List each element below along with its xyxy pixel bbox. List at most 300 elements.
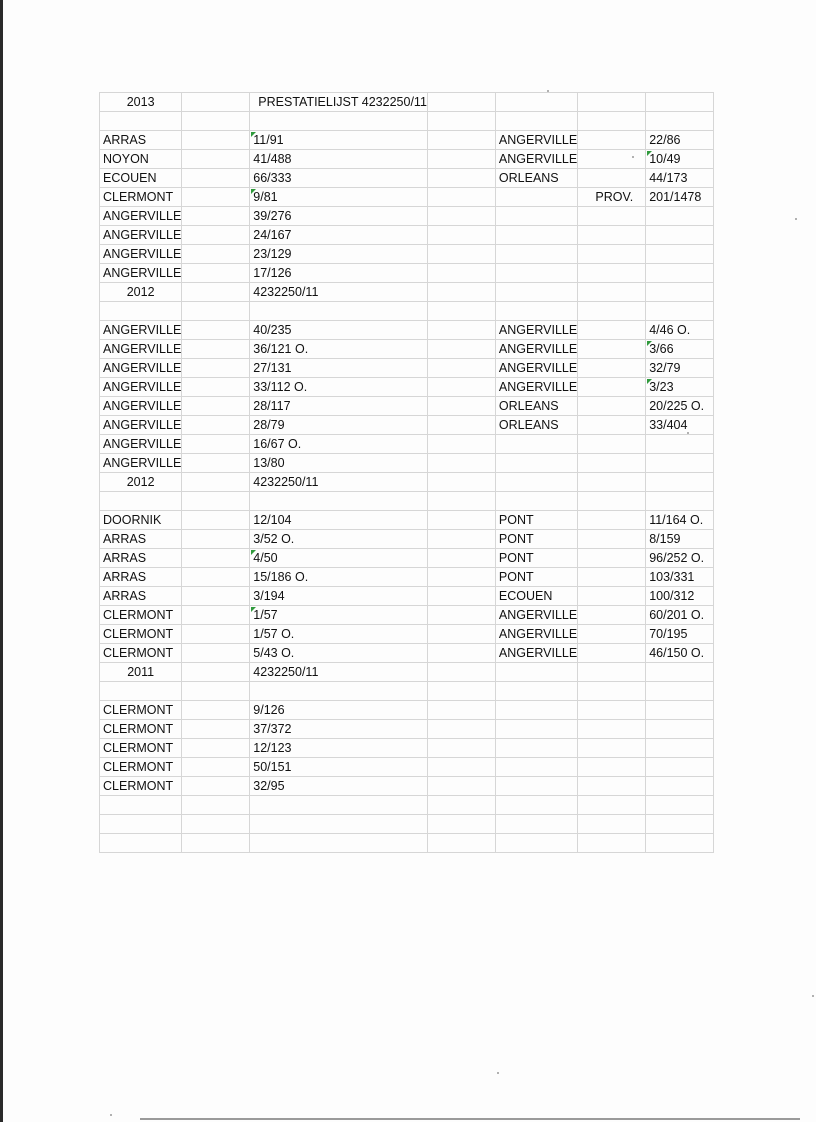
table-cell: 3/52 O.: [250, 530, 428, 549]
table-cell: 37/372: [250, 720, 428, 739]
table-cell: ANGERVILLE: [495, 340, 577, 359]
table-cell: 3/194: [250, 587, 428, 606]
table-cell: [427, 682, 495, 701]
table-row: [100, 283, 714, 302]
table-cell: 11/91: [250, 131, 428, 150]
table-cell: 4232250/11: [250, 283, 428, 302]
table-cell: ANGERVILLE: [495, 131, 577, 150]
table-cell: 103/331: [646, 568, 714, 587]
table-cell: [182, 739, 250, 758]
table-cell: [182, 720, 250, 739]
table-cell: [578, 587, 646, 606]
table-cell: [578, 321, 646, 340]
table-cell: ANGERVILLE: [100, 207, 182, 226]
table-cell: [427, 340, 495, 359]
table-cell: 13/80: [250, 454, 428, 473]
table-row: [100, 549, 714, 568]
table-cell: [182, 150, 250, 169]
table-cell: 4/50: [250, 549, 428, 568]
table-cell: [646, 815, 714, 834]
table-cell: 1/57: [250, 606, 428, 625]
table-cell: CLERMONT: [100, 739, 182, 758]
table-cell: [646, 720, 714, 739]
table-cell: 16/67 O.: [250, 435, 428, 454]
table-cell: [182, 188, 250, 207]
table-cell: [578, 416, 646, 435]
table-cell: [495, 112, 577, 131]
table-cell: [578, 606, 646, 625]
table-cell: [578, 112, 646, 131]
table-cell: 17/126: [250, 264, 428, 283]
table-cell: [427, 93, 495, 112]
table-row: [100, 245, 714, 264]
table-cell: 20/225 O.: [646, 397, 714, 416]
table-cell: 32/79: [646, 359, 714, 378]
table-cell: 50/151: [250, 758, 428, 777]
table-cell: [578, 245, 646, 264]
table-cell: [646, 454, 714, 473]
table-cell: [646, 245, 714, 264]
table-cell: [182, 568, 250, 587]
table-cell: [578, 302, 646, 321]
table-cell: [646, 207, 714, 226]
table-cell: [495, 226, 577, 245]
year-cell: 2012: [100, 283, 182, 302]
table-cell: [646, 492, 714, 511]
table-cell: 33/112 O.: [250, 378, 428, 397]
table-cell: [578, 340, 646, 359]
table-cell: [578, 378, 646, 397]
table-row: [100, 169, 714, 188]
table-row: [100, 625, 714, 644]
table-cell: ANGERVILLE: [495, 625, 577, 644]
table-cell: [578, 701, 646, 720]
table-cell: [427, 625, 495, 644]
table-cell: [495, 739, 577, 758]
table-cell: ANGERVILLE: [100, 397, 182, 416]
table-cell: [182, 834, 250, 853]
table-cell: NOYON: [100, 150, 182, 169]
table-cell: ANGERVILLE: [100, 245, 182, 264]
table-cell: ANGERVILLE: [100, 359, 182, 378]
table-cell: [578, 435, 646, 454]
table-cell: [646, 435, 714, 454]
table-cell: [182, 397, 250, 416]
table-cell: ANGERVILLE: [100, 435, 182, 454]
table-row: [100, 131, 714, 150]
table-row: [100, 454, 714, 473]
table-cell: [495, 245, 577, 264]
table-cell: [182, 625, 250, 644]
table-cell: [427, 701, 495, 720]
table-cell: [427, 758, 495, 777]
table-cell: [182, 245, 250, 264]
table-row: [100, 435, 714, 454]
table-cell: 4232250/11: [250, 663, 428, 682]
table-row: [100, 568, 714, 587]
table-cell: 201/1478: [646, 188, 714, 207]
table-cell: [646, 758, 714, 777]
table-cell: [495, 701, 577, 720]
table-cell: 12/104: [250, 511, 428, 530]
table-cell: ANGERVILLE: [100, 378, 182, 397]
table-cell: [578, 454, 646, 473]
table-row: [100, 207, 714, 226]
table-cell: [182, 302, 250, 321]
table-cell: [578, 530, 646, 549]
table-cell: [182, 701, 250, 720]
table-row: [100, 739, 714, 758]
table-row: [100, 150, 714, 169]
table-cell: [578, 625, 646, 644]
table-row: [100, 511, 714, 530]
scan-speck: [795, 218, 797, 220]
table-cell: [578, 834, 646, 853]
table-cell: [578, 131, 646, 150]
table-cell: [495, 492, 577, 511]
table-cell: [495, 454, 577, 473]
table-cell: [578, 169, 646, 188]
table-cell: [495, 283, 577, 302]
table-cell: ARRAS: [100, 549, 182, 568]
scan-edge-left: [0, 0, 3, 1122]
table-cell: CLERMONT: [100, 758, 182, 777]
table-cell: [427, 796, 495, 815]
table-cell: [100, 682, 182, 701]
table-row: [100, 359, 714, 378]
table-cell: [427, 492, 495, 511]
table-cell: [646, 226, 714, 245]
table-cell: [578, 568, 646, 587]
table-cell: 27/131: [250, 359, 428, 378]
table-cell: [182, 226, 250, 245]
table-cell: [495, 758, 577, 777]
table-cell: [182, 169, 250, 188]
table-cell: [427, 777, 495, 796]
table-row: [100, 321, 714, 340]
table-cell: [427, 587, 495, 606]
year-cell: 2013: [100, 93, 182, 112]
table-cell: [427, 283, 495, 302]
scan-speck: [497, 1072, 499, 1074]
table-cell: [182, 131, 250, 150]
table-cell: [427, 815, 495, 834]
table-row: [100, 112, 714, 131]
table-cell: [578, 758, 646, 777]
table-cell: [427, 264, 495, 283]
table-row: [100, 834, 714, 853]
table-cell: ECOUEN: [495, 587, 577, 606]
table-cell: [182, 682, 250, 701]
table-row: [100, 473, 714, 492]
table-cell: CLERMONT: [100, 777, 182, 796]
table-cell: 41/488: [250, 150, 428, 169]
table-cell: [578, 777, 646, 796]
table-cell: 3/23: [646, 378, 714, 397]
table-cell: [182, 340, 250, 359]
table-row: [100, 530, 714, 549]
table-cell: ORLEANS: [495, 397, 577, 416]
table-row: [100, 663, 714, 682]
table-cell: 32/95: [250, 777, 428, 796]
table-cell: PONT: [495, 511, 577, 530]
table-cell: [578, 739, 646, 758]
table-cell: [182, 93, 250, 112]
year-cell: 2011: [100, 663, 182, 682]
table-cell: [646, 701, 714, 720]
table-row: [100, 796, 714, 815]
table-cell: [578, 150, 646, 169]
table-cell: 33/404: [646, 416, 714, 435]
table-cell: [646, 302, 714, 321]
table-cell: [495, 302, 577, 321]
table-cell: 28/79: [250, 416, 428, 435]
table-cell: [495, 188, 577, 207]
table-cell: [182, 492, 250, 511]
table-cell: [578, 492, 646, 511]
table-cell: [427, 549, 495, 568]
table-cell: 24/167: [250, 226, 428, 245]
table-cell: 23/129: [250, 245, 428, 264]
table-cell: [495, 834, 577, 853]
table-cell: [182, 416, 250, 435]
scan-speck: [812, 995, 814, 997]
table-cell: [182, 207, 250, 226]
scan-speck: [110, 1114, 112, 1116]
table-cell: [646, 739, 714, 758]
table-cell: [646, 112, 714, 131]
table-cell: [495, 93, 577, 112]
table-cell: [578, 264, 646, 283]
table-cell: [495, 435, 577, 454]
table-cell: 4232250/11: [250, 473, 428, 492]
table-cell: 8/159: [646, 530, 714, 549]
table-row: [100, 492, 714, 511]
table-cell: PONT: [495, 568, 577, 587]
table-cell: [495, 207, 577, 226]
table-cell: ANGERVILLE: [100, 454, 182, 473]
table-cell: [495, 663, 577, 682]
table-cell: [250, 492, 428, 511]
table-cell: DOORNIK: [100, 511, 182, 530]
table-cell: [427, 188, 495, 207]
table-cell: [578, 397, 646, 416]
table-cell: ANGERVILLE: [100, 340, 182, 359]
table-cell: ARRAS: [100, 587, 182, 606]
table-cell: 100/312: [646, 587, 714, 606]
table-cell: [427, 606, 495, 625]
table-cell: [250, 302, 428, 321]
table-cell: [250, 796, 428, 815]
table-row: [100, 587, 714, 606]
table-cell: [578, 511, 646, 530]
table-cell: 46/150 O.: [646, 644, 714, 663]
table-cell: [250, 834, 428, 853]
table-cell: [646, 264, 714, 283]
table-cell: PROV.: [578, 188, 646, 207]
table-cell: [646, 796, 714, 815]
table-cell: [578, 549, 646, 568]
table-cell: [427, 473, 495, 492]
table-cell: [578, 473, 646, 492]
table-cell: [182, 454, 250, 473]
table-cell: 70/195: [646, 625, 714, 644]
table-cell: [578, 720, 646, 739]
table-cell: [578, 93, 646, 112]
table-cell: ARRAS: [100, 131, 182, 150]
table-row: [100, 264, 714, 283]
table-cell: [578, 283, 646, 302]
spreadsheet-body: [100, 93, 714, 853]
table-cell: [100, 796, 182, 815]
table-cell: ANGERVILLE: [495, 150, 577, 169]
table-cell: CLERMONT: [100, 644, 182, 663]
table-cell: [427, 739, 495, 758]
table-cell: [182, 359, 250, 378]
table-row: [100, 701, 714, 720]
table-cell: [427, 169, 495, 188]
table-row: [100, 416, 714, 435]
table-cell: [646, 682, 714, 701]
table-cell: [578, 815, 646, 834]
table-cell: PONT: [495, 530, 577, 549]
table-cell: [427, 663, 495, 682]
table-cell: ORLEANS: [495, 169, 577, 188]
table-cell: 44/173: [646, 169, 714, 188]
table-cell: 60/201 O.: [646, 606, 714, 625]
table-row: [100, 777, 714, 796]
table-cell: [495, 777, 577, 796]
table-cell: [578, 226, 646, 245]
table-cell: [100, 492, 182, 511]
table-cell: [646, 834, 714, 853]
table-row: [100, 606, 714, 625]
table-cell: CLERMONT: [100, 701, 182, 720]
table-cell: [182, 663, 250, 682]
year-cell: 2012: [100, 473, 182, 492]
table-cell: [495, 264, 577, 283]
table-row: [100, 340, 714, 359]
table-row: [100, 644, 714, 663]
table-cell: [100, 815, 182, 834]
table-cell: [495, 682, 577, 701]
table-row: [100, 188, 714, 207]
table-cell: ANGERVILLE: [100, 226, 182, 245]
table-cell: [495, 815, 577, 834]
table-cell: ANGERVILLE: [495, 378, 577, 397]
table-cell: ANGERVILLE: [495, 644, 577, 663]
table-cell: [578, 644, 646, 663]
table-cell: [182, 112, 250, 131]
table-row: [100, 302, 714, 321]
table-cell: [182, 511, 250, 530]
table-cell: [646, 283, 714, 302]
table-cell: 9/126: [250, 701, 428, 720]
table-cell: [578, 796, 646, 815]
table-cell: [427, 131, 495, 150]
table-cell: [182, 587, 250, 606]
table-cell: [182, 283, 250, 302]
table-cell: [182, 530, 250, 549]
table-cell: 96/252 O.: [646, 549, 714, 568]
table-cell: [100, 302, 182, 321]
table-cell: [182, 606, 250, 625]
table-row: [100, 378, 714, 397]
table-cell: 1/57 O.: [250, 625, 428, 644]
table-row: [100, 815, 714, 834]
table-cell: 40/235: [250, 321, 428, 340]
table-cell: 36/121 O.: [250, 340, 428, 359]
table-cell: [427, 112, 495, 131]
table-cell: [646, 663, 714, 682]
table-cell: [427, 644, 495, 663]
table-cell: [182, 644, 250, 663]
table-row: [100, 93, 714, 112]
table-cell: 12/123: [250, 739, 428, 758]
table-cell: [427, 834, 495, 853]
table-cell: [427, 321, 495, 340]
table-cell: ANGERVILLE: [495, 321, 577, 340]
table-cell: [427, 511, 495, 530]
table-cell: ANGERVILLE: [100, 416, 182, 435]
table-cell: 10/49: [646, 150, 714, 169]
table-cell: [250, 112, 428, 131]
table-row: [100, 397, 714, 416]
table-cell: 4/46 O.: [646, 321, 714, 340]
table-cell: [427, 302, 495, 321]
table-cell: [182, 264, 250, 283]
table-cell: [182, 435, 250, 454]
table-cell: ANGERVILLE: [495, 359, 577, 378]
table-cell: [578, 682, 646, 701]
table-cell: ANGERVILLE: [495, 606, 577, 625]
table-cell: [250, 815, 428, 834]
table-cell: [427, 454, 495, 473]
table-cell: 3/66: [646, 340, 714, 359]
table-cell: ARRAS: [100, 530, 182, 549]
table-cell: ANGERVILLE: [100, 264, 182, 283]
table-row: [100, 758, 714, 777]
table-cell: [427, 530, 495, 549]
table-cell: 9/81: [250, 188, 428, 207]
table-cell: 11/164 O.: [646, 511, 714, 530]
table-cell: [427, 245, 495, 264]
sheet-title: PRESTATIELIJST 4232250/11: [250, 93, 428, 112]
table-row: [100, 720, 714, 739]
table-cell: [646, 473, 714, 492]
table-cell: PONT: [495, 549, 577, 568]
table-cell: [182, 473, 250, 492]
table-cell: [427, 416, 495, 435]
table-cell: 66/333: [250, 169, 428, 188]
table-cell: [182, 758, 250, 777]
table-cell: [646, 777, 714, 796]
table-cell: 15/186 O.: [250, 568, 428, 587]
table-cell: [427, 720, 495, 739]
table-row: [100, 682, 714, 701]
table-cell: ANGERVILLE: [100, 321, 182, 340]
spreadsheet-table: [99, 92, 714, 853]
table-cell: [578, 663, 646, 682]
table-cell: [427, 207, 495, 226]
table-cell: CLERMONT: [100, 625, 182, 644]
table-cell: [427, 378, 495, 397]
table-cell: [427, 435, 495, 454]
table-cell: 5/43 O.: [250, 644, 428, 663]
table-cell: [495, 473, 577, 492]
table-cell: ORLEANS: [495, 416, 577, 435]
table-cell: [646, 93, 714, 112]
